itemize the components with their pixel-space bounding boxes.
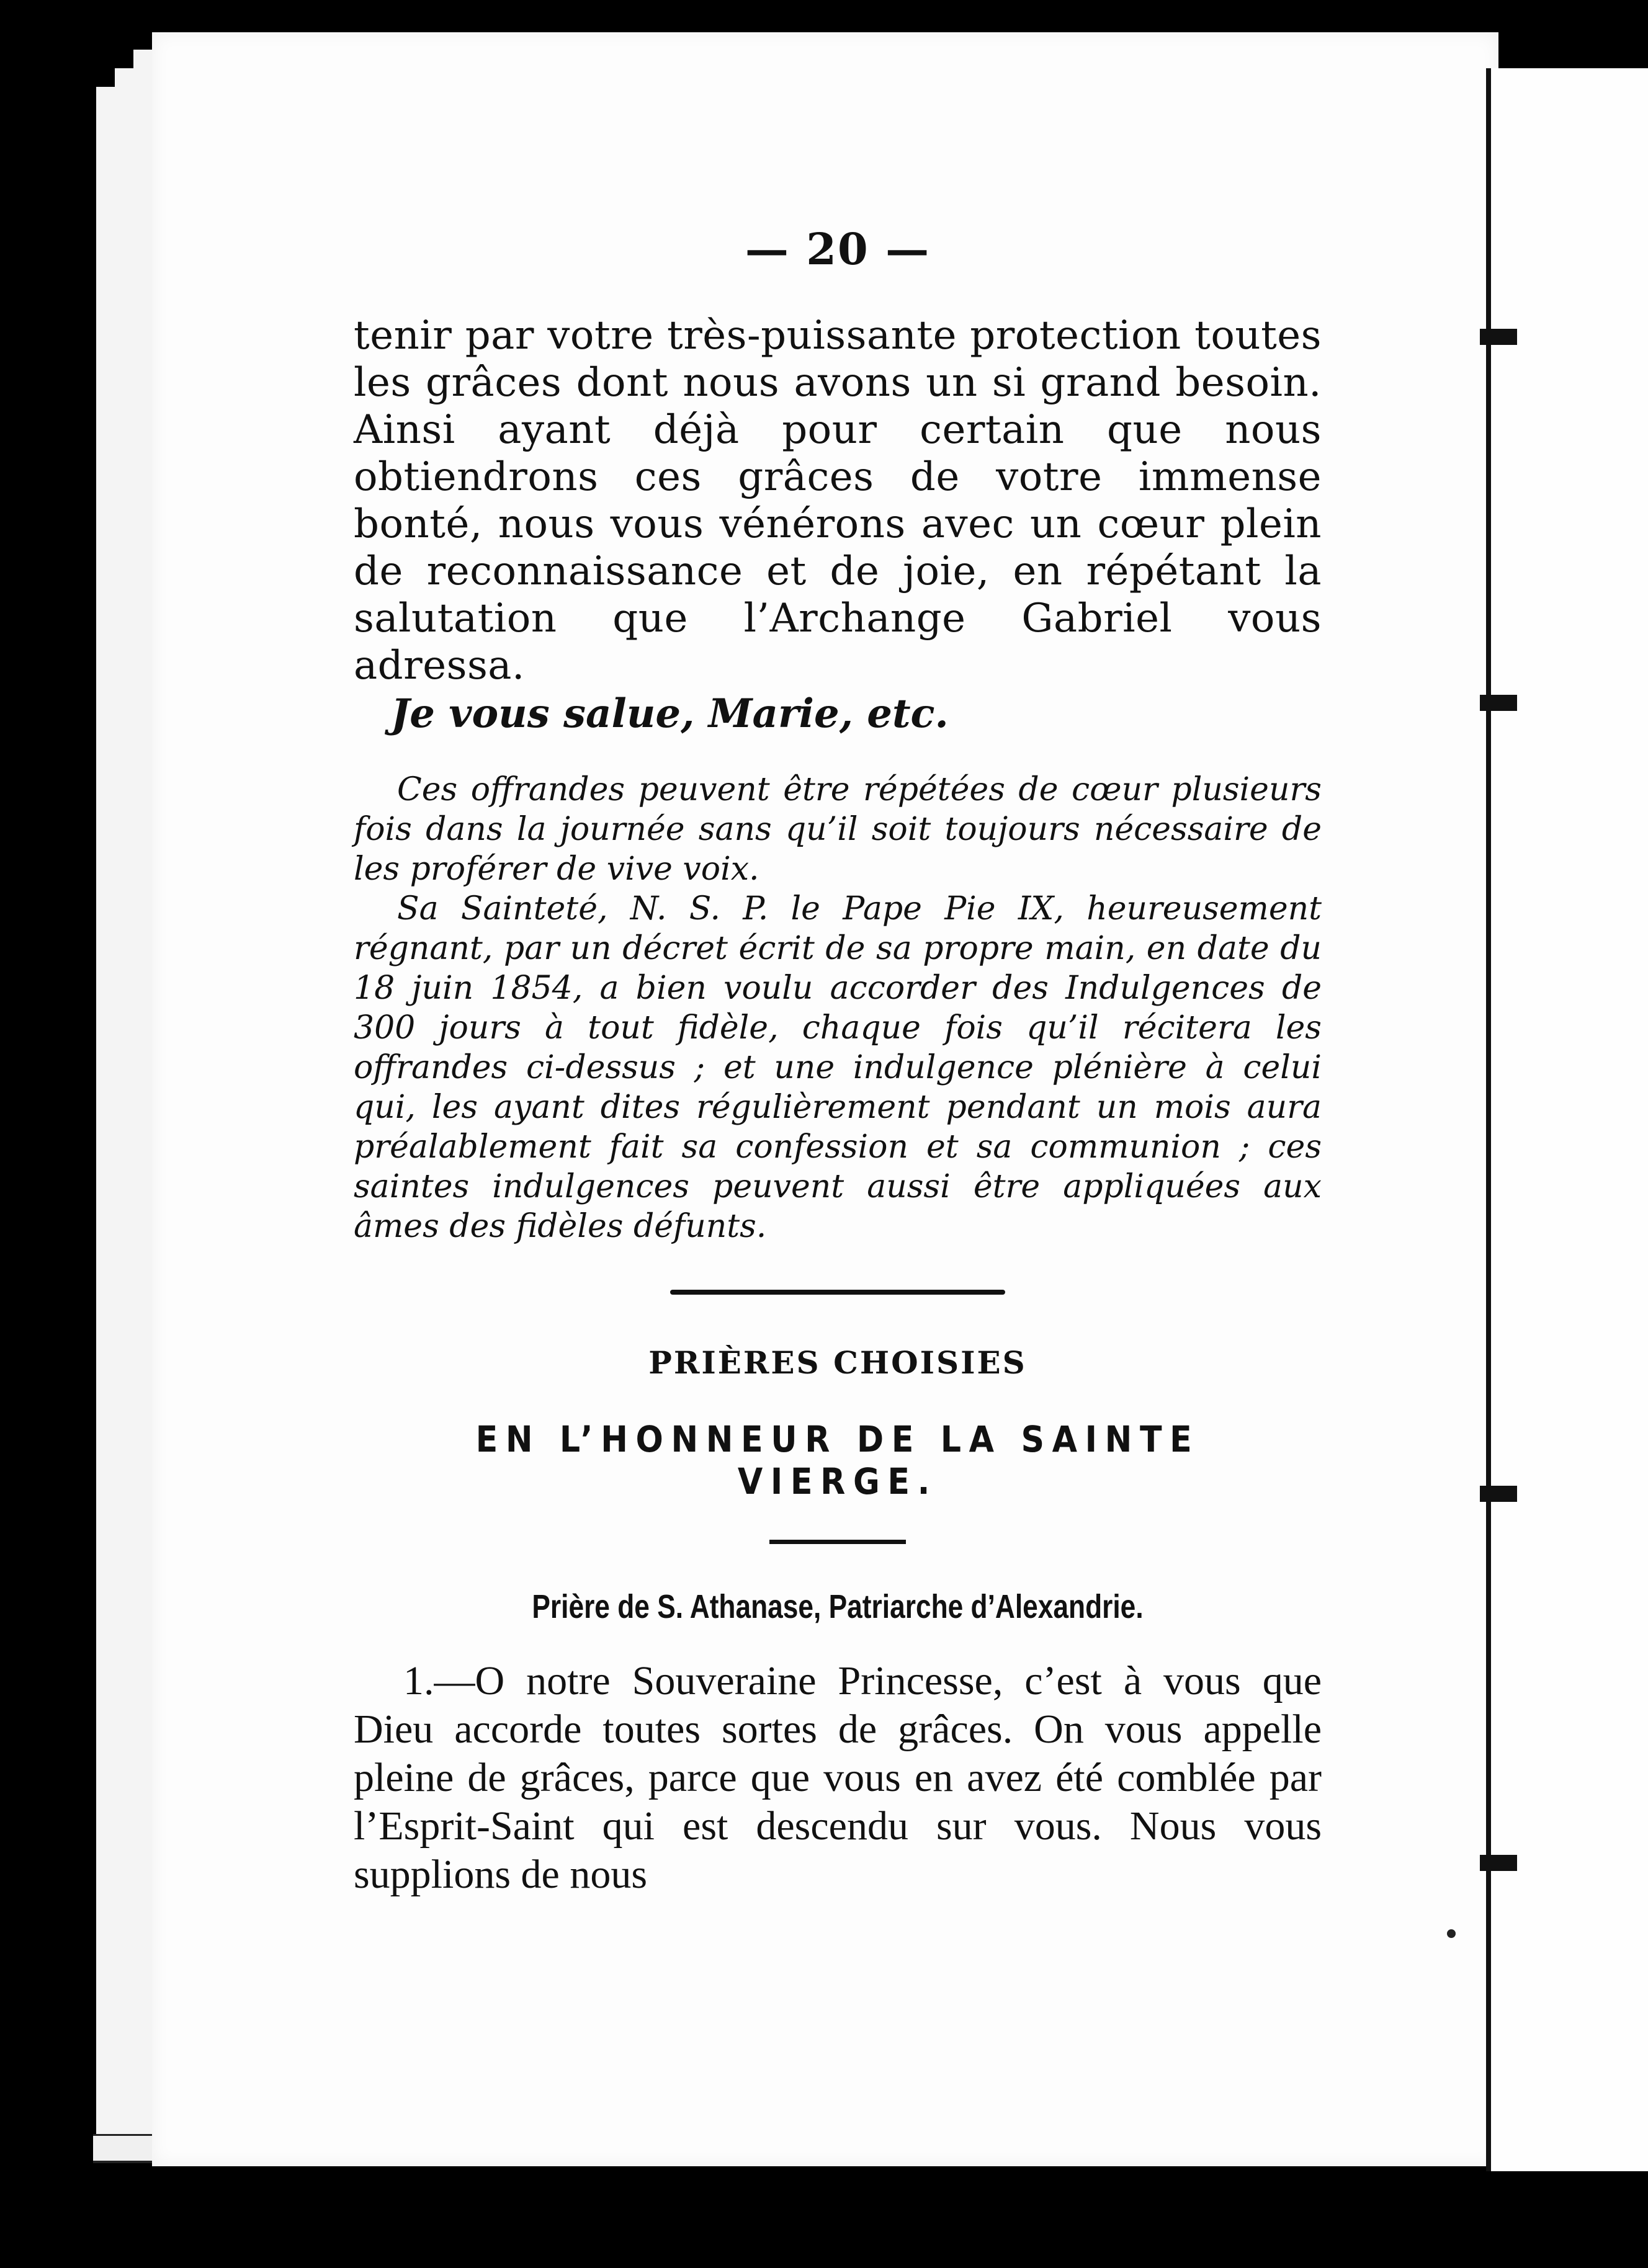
section-subtitle: EN L’HONNEUR DE LA SAINTE VIERGE. (475, 1418, 1200, 1502)
page-content (354, 223, 1322, 1899)
ave-maria-line: Je vous salue, Marie, etc. (391, 690, 949, 737)
section-title: PRIÈRES CHOISIES (648, 1344, 1027, 1381)
binding-mark (1480, 329, 1517, 345)
ink-speck (1447, 1929, 1456, 1938)
page-number: — 20 — (745, 223, 931, 275)
short-divider (769, 1540, 906, 1544)
note-paragraph: Ces offrandes peuvent être répétées de cœur plusieurs fois dans la journée sans qu’il soit toujours nécessaire de les proférer de vive voix. (354, 771, 1322, 888)
binding-mark (1480, 1486, 1517, 1502)
prayer-heading: Prière de S. Athanase, Patriarche d’Alexandrie. (532, 1588, 1144, 1625)
binding-mark (1480, 695, 1517, 711)
indulgence-paragraph: Sa Sainteté, N. S. P. le Pape Pie IX, heureusement régnant, par un décret écrit de sa propre main, en date du 18 juin 1854, a bien voulu accorder des Indulgences de 300 jours à tout fidèle, chaque fois qu’il récitera les offrandes ci-dessus ; et une indulgence plénière à celui qui, les ayant dites régulièrement pendant un mois aura préalablement fait sa confession et sa communion ; ces saintes indulgences peuvent aussi être appliquées aux âmes des fidèles défunts. (354, 890, 1322, 1245)
binding-mark (1480, 1855, 1517, 1871)
prayer-paragraph: 1.—O notre Souveraine Princesse, c’est à vous que Dieu accorde toutes sortes de grâces. On vous appelle pleine de grâces, parce que vous en avez été comblée par l’Esprit-Saint qui est descendu sur vous. Nous vous supplions de nous (354, 1658, 1322, 1897)
continuation-paragraph: tenir par votre très-puissante protection toutes les grâces dont nous avons un si grand besoin. Ainsi ayant déjà pour certain que nous obtiendrons ces grâces de votre immense bonté, nous vous vénérons avec un cœur plein de reconnaissance et de joie, en répétant la salutation que l’Archange Gabriel vous adressa. (354, 313, 1322, 689)
section-divider (670, 1290, 1005, 1295)
